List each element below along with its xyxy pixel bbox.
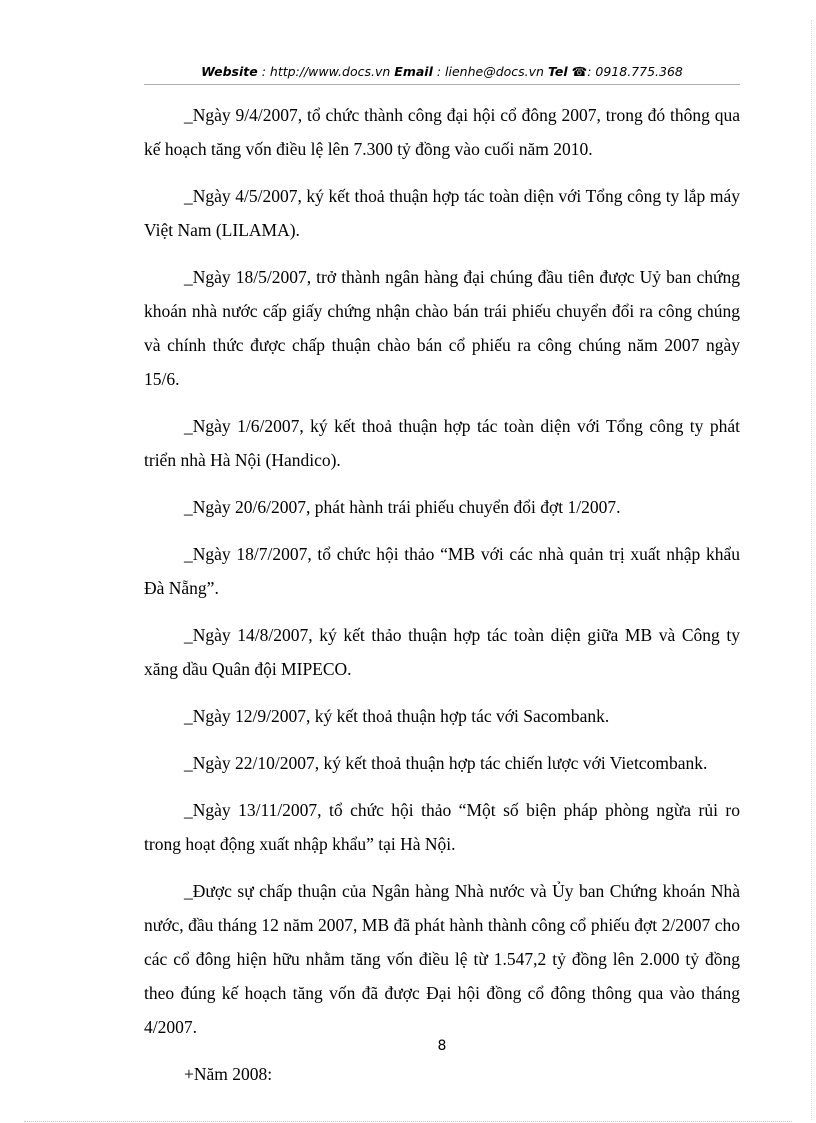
paragraph: _Ngày 1/6/2007, ký kết thoả thuận hợp tác toàn diện với Tổng công ty phát triển nhà Hà Nội (Handico). bbox=[144, 416, 740, 470]
paragraph: _Ngày 9/4/2007, tổ chức thành công đại hội cổ đông 2007, trong đó thông qua kế hoạch tăng vốn điều lệ lên 7.300 tỷ đồng vào cuối năm 2010. bbox=[144, 105, 740, 159]
paragraph: _Ngày 13/11/2007, tổ chức hội thảo “Một số biện pháp phòng ngừa rủi ro trong hoạt động xuất nhập khẩu” tại Hà Nội. bbox=[144, 800, 740, 854]
page-number: 8 bbox=[437, 1038, 447, 1054]
paragraph: _Ngày 18/7/2007, tổ chức hội thảo “MB với các nhà quản trị xuất nhập khẩu Đà Nẵng”. bbox=[144, 544, 740, 598]
paragraph: _Ngày 18/5/2007, trở thành ngân hàng đại chúng đầu tiên được Uỷ ban chứng khoán nhà nước cấp giấy chứng nhận chào bán trái phiếu chuyển đổi ra công chúng và chính thức được chấp thuận chào bán cổ phiếu ra công chúng năm 2007 ngày 15/6. bbox=[144, 267, 740, 389]
paragraph: _Ngày 12/9/2007, ký kết thoả thuận hợp tác với Sacombank. bbox=[184, 706, 610, 726]
website-label: Website bbox=[201, 64, 258, 79]
email-label: Email bbox=[394, 64, 433, 79]
paragraph: _Ngày 4/5/2007, ký kết thoả thuận hợp tác toàn diện với Tổng công ty lắp máy Việt Nam (LILAMA). bbox=[144, 186, 740, 240]
phone-icon: ☎ bbox=[571, 64, 588, 79]
document-body bbox=[144, 98, 740, 1104]
paragraph: _Được sự chấp thuận của Ngân hàng Nhà nước và Ủy ban Chứng khoán Nhà nước, đầu tháng 12 năm 2007, MB đã phát hành thành công cổ phiếu đợt 2/2007 cho các cổ đông hiện hữu nhằm tăng vốn điều lệ từ 1.547,2 tỷ đồng lên 2.000 tỷ đồng theo đúng kế hoạch tăng vốn đã được Đại hội đồng cổ đông thông qua vào tháng 4/2007. bbox=[144, 881, 740, 1037]
tel-number: : 0918.775.368 bbox=[587, 64, 683, 79]
page-edge-right bbox=[811, 20, 812, 1120]
website-url[interactable]: http://www.docs.vn bbox=[269, 64, 391, 79]
tel-label: Tel bbox=[547, 64, 568, 79]
email-address[interactable]: lienhe@docs.vn bbox=[445, 64, 544, 79]
paragraph: _Ngày 22/10/2007, ký kết thoả thuận hợp tác chiến lược với Vietcombank. bbox=[184, 753, 708, 773]
paragraph: _Ngày 14/8/2007, ký kết thảo thuận hợp tác toàn diện giữa MB và Công ty xăng dầu Quân đội MIPECO. bbox=[144, 625, 740, 679]
email-separator: : bbox=[432, 64, 446, 79]
paragraph: _Ngày 20/6/2007, phát hành trái phiếu chuyển đổi đợt 1/2007. bbox=[184, 497, 621, 517]
section-heading: +Năm 2008: bbox=[184, 1064, 273, 1084]
website-separator: : bbox=[257, 64, 270, 79]
header-divider bbox=[144, 84, 740, 85]
page-edge-bottom bbox=[24, 1121, 792, 1122]
page-header bbox=[144, 64, 740, 86]
